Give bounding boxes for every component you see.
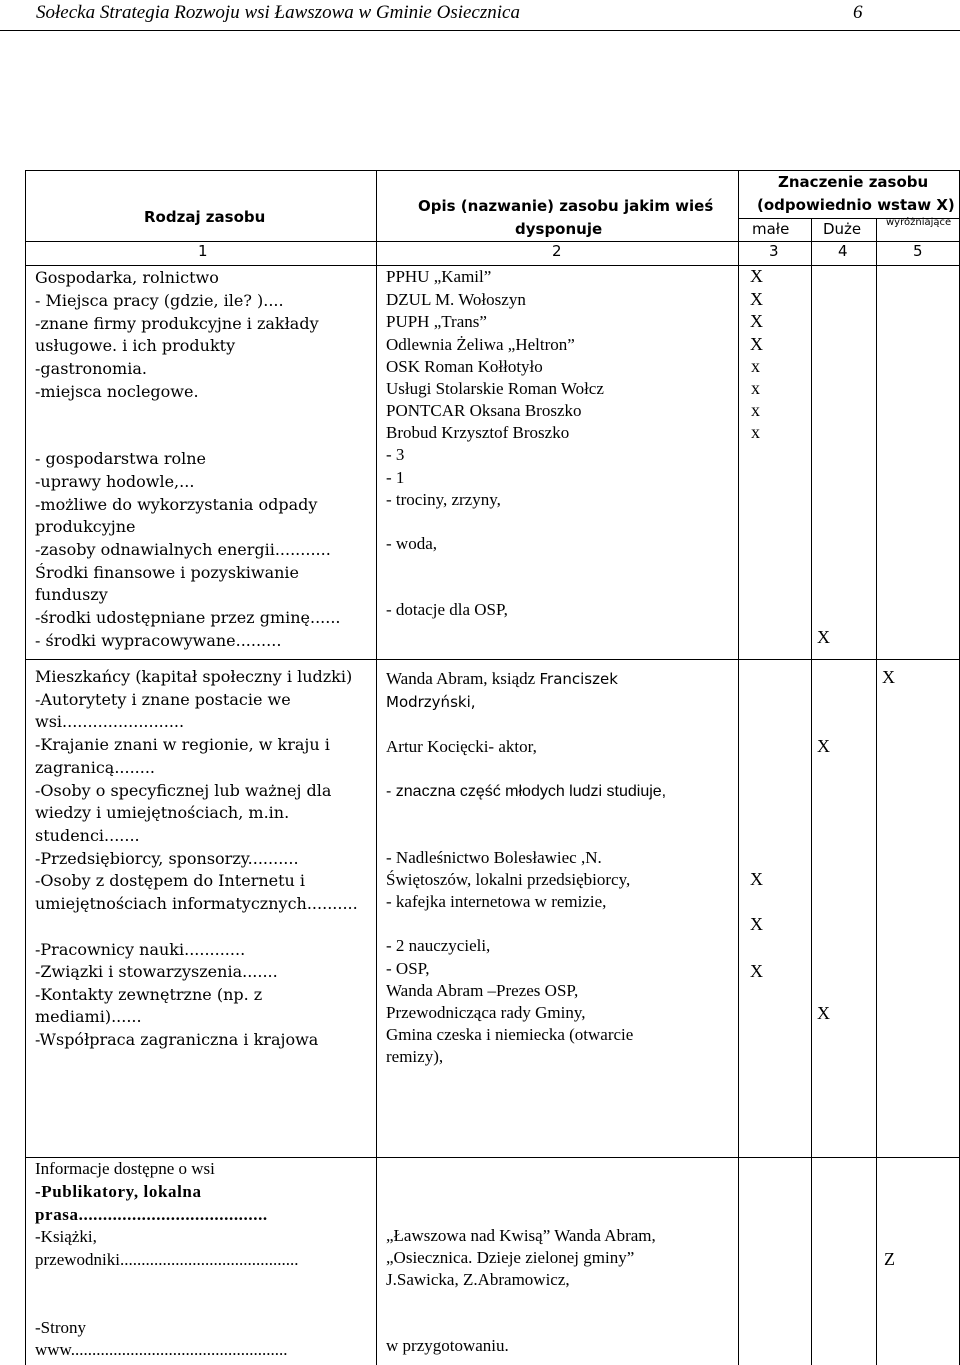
s1-left-line: -miejsca noclegowe. [35, 382, 199, 401]
s2-resource-line: Wanda Abram, ksiądz Franciszek [386, 669, 618, 688]
s2-resource-line: Gmina czeska i niemiecka (otwarcie [386, 1025, 634, 1044]
s2-left-line: umiejętnościach informatycznych.......... [35, 894, 358, 913]
s1-mark-small: X [750, 334, 763, 354]
s2-left-line: -Pracownicy nauki............ [35, 940, 246, 959]
s3-left-line: -Książki, [35, 1227, 97, 1246]
s2-left-line: -Osoby z dostępem do Internetu i [35, 871, 306, 890]
page-number: 6 [853, 2, 863, 23]
s2-left-line: mediami)...... [35, 1007, 142, 1026]
s1-left-line: -możliwe do wykorzystania odpady [35, 495, 318, 514]
s2-mark-large: X [817, 1003, 830, 1023]
page-header-title: Sołecka Strategia Rozwoju wsi Ławszowa w Gminie Osiecznica [36, 2, 520, 23]
s2-resource-line: - 2 nauczycieli, [386, 936, 491, 955]
s2-mark-small: X [750, 961, 763, 981]
s1-mark-small: X [750, 289, 763, 309]
s2-mark-distinct: X [882, 667, 895, 687]
s1-left-line: usługowe. i ich produkty [35, 336, 236, 355]
s2-left-line: -Współpraca zagraniczna i krajowa [35, 1030, 319, 1049]
s1-left-line: Gospodarka, rolnictwo [35, 268, 219, 287]
s1-left-line: funduszy [35, 585, 108, 604]
s2-left-line: -Przedsiębiorcy, sponsorzy.......... [35, 849, 299, 868]
s1-resource-line: Brobud Krzysztof Broszko [386, 423, 570, 442]
s1-mark-small: x [751, 356, 760, 376]
s3-left-line: -Strony [35, 1318, 86, 1337]
s2-left-line: -Osoby o specyficznej lub ważnej dla [35, 781, 332, 800]
header-description-line2: dysponuje [515, 220, 603, 238]
s3-resource-line: „Osiecznica. Dzieje zielonej gminy” [386, 1248, 635, 1267]
s1-resource-line: - woda, [386, 534, 437, 553]
s1-resource-line: - trociny, zrzyny, [386, 490, 501, 509]
s1-left-line: produkcyjne [35, 517, 136, 536]
s3-resource-line: J.Sawicka, Z.Abramowicz, [386, 1270, 570, 1289]
column-number-2: 2 [552, 242, 562, 260]
s2-left-line: wsi........................ [35, 712, 185, 731]
s3-left-line: przewodniki.......................................... [35, 1250, 299, 1269]
header-distinct: wyróżniające [886, 217, 952, 228]
s1-mark-small: x [751, 378, 760, 398]
s1-left-line: - gospodarstwa rolne [35, 449, 207, 468]
header-resource-type: Rodzaj zasobu [144, 208, 266, 226]
s3-left-line: www................................................... [35, 1340, 288, 1359]
s2-resource-line: Świętoszów, lokalni przedsiębiorcy, [386, 870, 631, 889]
s2-left-line: -Kontakty zewnętrzne (np. z [35, 985, 263, 1004]
s1-resource-line: - dotacje dla OSP, [386, 600, 508, 619]
header-description-line1: Opis (nazwanie) zasobu jakim wieś [418, 197, 714, 215]
s2-resource-line: Przewodnicząca rady Gminy, [386, 1003, 586, 1022]
s2-resource-line: - kafejka internetowa w remizie, [386, 892, 607, 911]
s1-resource-line: OSK Roman Kołłotyło [386, 357, 543, 376]
s1-left-line: -zasoby odnawialnych energii........... [35, 540, 331, 559]
s2-left-line: studenci....... [35, 826, 140, 845]
column-number-4: 4 [838, 242, 848, 260]
s2-left-line: wiedzy i umiejętnościach, m.in. [35, 803, 290, 822]
s1-left-line: -uprawy hodowle,... [35, 472, 195, 491]
s1-resource-line: Usługi Stolarskie Roman Wołcz [386, 379, 604, 398]
s1-left-line: Środki finansowe i pozyskiwanie [35, 563, 299, 582]
s3-left-line: prasa....................................... [35, 1205, 268, 1224]
s1-left-line: - środki wypracowywane......... [35, 631, 282, 650]
s3-resource-line: w przygotowaniu. [386, 1336, 509, 1355]
s3-resource-line: „Ławszowa nad Kwisą” Wanda Abram, [386, 1226, 656, 1245]
header-large: Duże [823, 220, 862, 238]
s1-resource-line: PONTCAR Oksana Broszko [386, 401, 582, 420]
s2-resource-line: remizy), [386, 1047, 444, 1066]
s1-left-line: - Miejsca pracy (gdzie, ile? ).... [35, 291, 284, 310]
s2-resource-line: Artur Kocięcki- aktor, [386, 737, 537, 756]
s3-left-line: Informacje dostępne o wsi [35, 1159, 215, 1178]
s2-resource-line: - znaczna część młodych ludzi studiuje, [386, 783, 667, 800]
s1-mark-large: X [817, 627, 830, 647]
s2-left-line: -Związki i stowarzyszenia....... [35, 962, 278, 981]
s1-resource-line: PPHU „Kamil” [386, 267, 492, 286]
s1-resource-line: PUPH „Trans” [386, 312, 487, 331]
s2-left-line: Mieszkańcy (kapitał społeczny i ludzki) [35, 667, 353, 686]
header-small: małe [752, 220, 790, 238]
header-significance-line1: Znaczenie zasobu [778, 173, 929, 191]
header-rule [0, 30, 960, 31]
s1-left-line: -znane firmy produkcyjne i zakłady [35, 314, 319, 333]
s2-resource-line: Modrzyński, [386, 693, 476, 711]
column-number-5: 5 [913, 242, 923, 260]
column-number-1: 1 [198, 242, 208, 260]
s3-mark-distinct: Z [884, 1249, 895, 1269]
s2-resource-line: - Nadleśnictwo Bolesławiec ,N. [386, 848, 602, 867]
s2-resource-line: - OSP, [386, 959, 430, 978]
s2-mark-large: X [817, 736, 830, 756]
s1-mark-small: x [751, 422, 760, 442]
s1-mark-small: x [751, 400, 760, 420]
s1-resource-line: DZUL M. Wołoszyn [386, 290, 526, 309]
s1-mark-small: X [750, 266, 763, 286]
column-number-3: 3 [769, 242, 779, 260]
s1-mark-small: X [750, 311, 763, 331]
s2-left-line: -Krajanie znani w regionie, w kraju i [35, 735, 330, 754]
s2-mark-small: X [750, 869, 763, 889]
header-significance-line2: (odpowiednio wstaw X) [757, 196, 955, 214]
s1-resource-line: - 3 [386, 445, 405, 464]
s2-left-line: -Autorytety i znane postacie we [35, 690, 291, 709]
s2-resource-line: Wanda Abram –Prezes OSP, [386, 981, 579, 1000]
s1-resource-line: - 1 [386, 468, 405, 487]
s1-left-line: -gastronomia. [35, 359, 147, 378]
s2-mark-small: X [750, 914, 763, 934]
s3-left-line: -Publikatory, lokalna [35, 1182, 202, 1201]
s1-resource-line: Odlewnia Żeliwa „Heltron” [386, 335, 575, 354]
s2-left-line: zagranicą........ [35, 758, 156, 777]
s1-left-line: -środki udostępniane przez gminę...... [35, 608, 341, 627]
